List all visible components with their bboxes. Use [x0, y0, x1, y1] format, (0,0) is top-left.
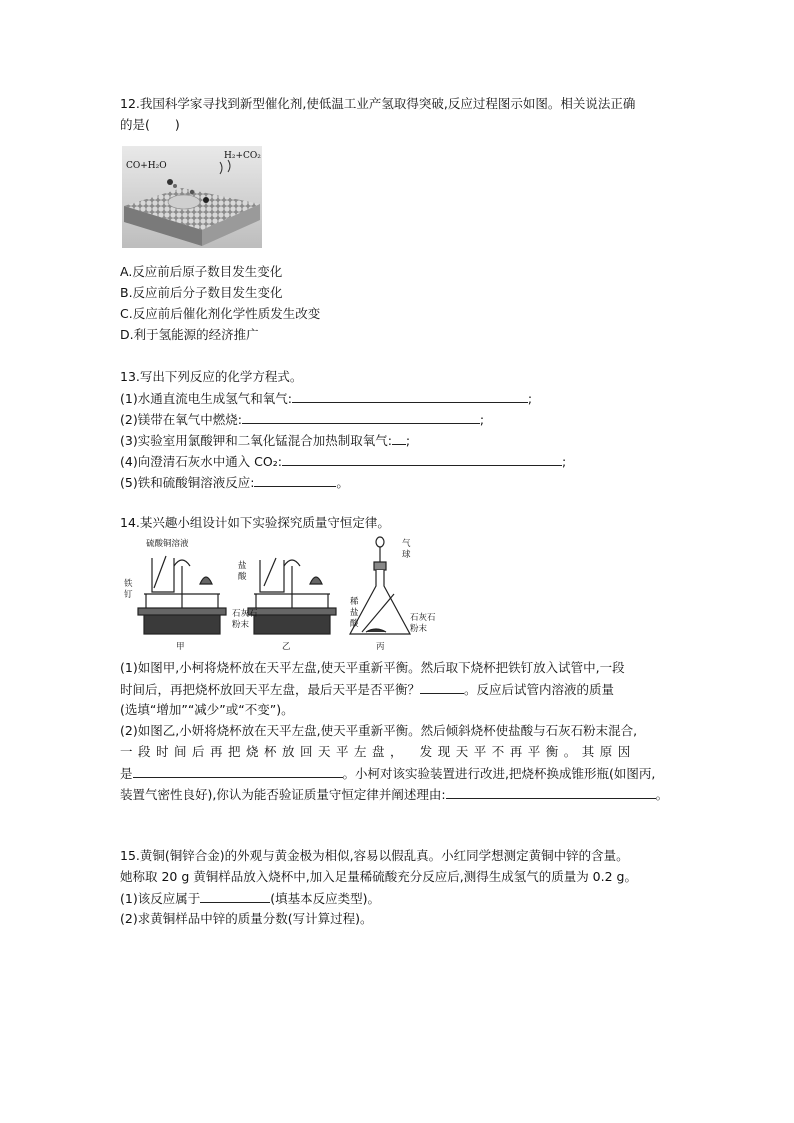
answer-blank[interactable] [420, 681, 464, 694]
balance-experiment-figure [122, 536, 448, 654]
label-balloon-2: 球 [402, 550, 411, 560]
balance-jia [138, 556, 226, 634]
label-limestone-powder-1: 石灰石 [232, 609, 258, 619]
q13-item-3: (3)实验室用氯酸钾和二氧化锰混合加热制取氧气: ; [120, 433, 411, 448]
label-copper-sulfate-solution: 硫酸铜溶液 [146, 539, 189, 549]
q14-p2-line2: 一段时间后再把烧杯放回天平左盘， 发现天平不再平衡。其原因 [120, 744, 636, 759]
answer-blank[interactable] [392, 432, 406, 445]
q13-item-5: (5)铁和硫酸铜溶液反应: 。 [120, 475, 349, 490]
q14-p2-line3: 是 。小柯对该实验装置进行改进,把烧杯换成锥形瓶(如图丙, [120, 766, 656, 781]
q14-p1-line1: (1)如图甲,小柯将烧杯放在天平左盘,使天平重新平衡。然后取下烧杯把铁钉放入试管中,一段 [120, 660, 625, 675]
label-dilute-acid-1: 稀 [350, 597, 359, 607]
q14-p1-line2: 时间后，再把烧杯放回天平左盘，最后天平是否平衡？ 。反应后试管内溶液的质量 [120, 682, 615, 697]
figure-label-right: H₂+CO₂ [224, 151, 261, 161]
answer-blank[interactable] [242, 411, 480, 424]
caption-bing: 丙 [376, 642, 385, 652]
q12-stem-line2: 的是( ) [120, 117, 180, 132]
label-hydrochloric-acid-2: 酸 [238, 572, 247, 582]
q13-item-2: (2)镁带在氧气中燃烧: ; [120, 412, 485, 427]
answer-blank[interactable] [292, 390, 528, 403]
figure-label-left: CO+H₂O [126, 161, 167, 171]
q14-p2-line4: 装置气密性良好),你认为能否验证质量守恒定律并阐述理由: 。 [120, 787, 669, 802]
q12-option-d: D.利于氢能源的经济推广 [120, 327, 259, 342]
q14-p1-line3: (选填“增加”“减少”或“不变”)。 [120, 702, 294, 717]
q12-option-b: B.反应前后分子数目发生变化 [120, 285, 283, 300]
caption-yi: 乙 [282, 642, 291, 652]
label-iron-nail-2: 钉 [124, 590, 133, 600]
label-hydrochloric-acid-1: 盐 [238, 561, 247, 571]
q14-p2-line1: (2)如图乙,小妍将烧杯放在天平左盘,使天平重新平衡。然后倾斜烧杯使盐酸与石灰石粉末混合, [120, 723, 638, 738]
answer-blank[interactable] [282, 453, 562, 466]
q14-stem: 14.某兴趣小组设计如下实验探究质量守恒定律。 [120, 515, 390, 530]
label-iron-nail-1: 铁 [124, 579, 133, 589]
q13-stem: 13.写出下列反应的化学方程式。 [120, 369, 303, 384]
label-limestone-2: 粉末 [410, 624, 428, 634]
answer-blank[interactable] [200, 890, 270, 903]
q13-item-1: (1)水通直流电生成氢气和氧气: ; [120, 391, 533, 406]
q12-option-c: C.反应前后催化剂化学性质发生改变 [120, 306, 321, 321]
q15-line3: (1)该反应属于 (填基本反应类型)。 [120, 891, 380, 906]
caption-jia: 甲 [176, 642, 185, 652]
label-balloon-1: 气 [402, 539, 411, 549]
label-dilute-acid-2: 盐 [350, 608, 359, 618]
answer-blank[interactable] [254, 474, 336, 487]
q15-line1: 15.黄铜(铜锌合金)的外观与黄金极为相似,容易以假乱真。小红同学想测定黄铜中锌的含量。 [120, 848, 629, 863]
conical-flask-bing [350, 537, 410, 634]
q12-stem-line1: 12.我国科学家寻找到新型催化剂,使低温工业产氢取得突破,反应过程图示如图。相关说法正确 [120, 96, 636, 111]
catalyst-figure [122, 146, 262, 248]
q15-line2: 她称取 20 g 黄铜样品放入烧杯中,加入足量稀硫酸充分反应后,测得生成氢气的质量为 0.2 g。 [120, 869, 637, 884]
q15-line4: (2)求黄铜样品中锌的质量分数(写计算过程)。 [120, 911, 373, 926]
label-dilute-acid-3: 酸 [350, 619, 359, 629]
answer-blank[interactable] [133, 765, 343, 778]
answer-blank[interactable] [446, 786, 656, 799]
label-limestone-powder-2: 粉末 [232, 620, 250, 630]
q12-option-a: A.反应前后原子数目发生变化 [120, 264, 283, 279]
q13-item-4: (4)向澄清石灰水中通入 CO₂: ; [120, 454, 567, 469]
balance-yi [248, 558, 336, 634]
label-limestone-1: 石灰石 [410, 613, 436, 623]
